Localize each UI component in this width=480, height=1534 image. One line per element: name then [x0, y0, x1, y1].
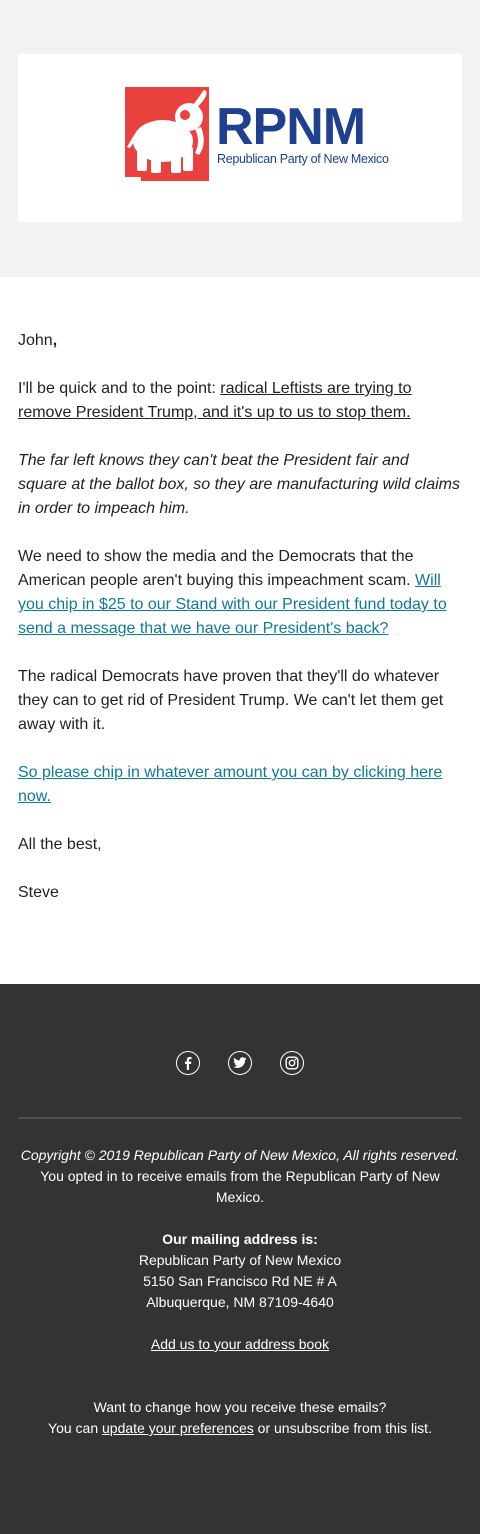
intro-underlined-text: radical Leftists are trying to remove President Trump, and it's up to us to stop them.	[18, 380, 412, 421]
address-line-1: Republican Party of New Mexico	[138, 1252, 342, 1268]
paragraph-cta	[18, 761, 462, 809]
mailing-address-heading: Our mailing address is:	[162, 1231, 318, 1247]
change-preferences-text: Want to change how you receive these emails?	[93, 1399, 387, 1415]
footer-text	[18, 1145, 462, 1439]
greeting-name: John	[18, 332, 53, 349]
social-links	[0, 1051, 480, 1075]
email-footer	[0, 984, 480, 1534]
paragraph-ask	[18, 545, 462, 641]
paragraph-democrats	[18, 665, 462, 737]
signature: Steve	[18, 884, 59, 901]
update-preferences-link[interactable]: update your preferences	[102, 1420, 254, 1436]
logo-subtitle: Republican Party of New Mexico	[217, 152, 389, 166]
elephant-state-icon	[119, 87, 211, 183]
rpnm-logo[interactable]	[119, 87, 389, 183]
signoff: All the best,	[18, 836, 102, 853]
democrats-text: The radical Democrats have proven that they'll do whatever they can to get rid of President Trump. We can't let them get away with it.	[18, 668, 444, 733]
paragraph-italic	[18, 449, 462, 521]
email-header	[0, 0, 480, 277]
logo-card	[18, 54, 462, 222]
you-can-text: You can	[48, 1420, 103, 1436]
add-to-address-book-link[interactable]: Add us to your address book	[150, 1336, 330, 1352]
preferences-line	[18, 1418, 462, 1439]
address-line-3: Albuquerque, NM 87109-4640	[146, 1294, 334, 1310]
opt-in-notice: You opted in to receive emails from the Republican Party of New Mexico.	[40, 1168, 440, 1205]
email-body	[0, 277, 480, 905]
greeting	[18, 329, 462, 353]
chip-in-any-amount-link[interactable]: So please chip in whatever amount you can by clicking here now.	[18, 764, 443, 805]
logo-wordmark: RPNM	[216, 98, 366, 156]
facebook-icon[interactable]	[176, 1051, 200, 1075]
italic-text: The far left knows they can't beat the President fair and square at the ballot box, so they are manufacturing wild claims in order to impeach him.	[18, 452, 461, 517]
ask-text: We need to show the media and the Democrats that the American people aren't buying this impeachment scam.	[18, 548, 416, 589]
unsubscribe-text: or unsubscribe from this list.	[253, 1420, 432, 1436]
instagram-icon[interactable]	[280, 1051, 304, 1075]
paragraph-intro	[18, 377, 462, 425]
chip-in-25-link[interactable]: Will you chip in $25 to our Stand with our President fund today to send a message that we have our President's back?	[18, 572, 447, 637]
intro-text: I'll be quick and to the point:	[18, 380, 221, 397]
address-line-2: 5150 San Francisco Rd NE # A	[143, 1273, 337, 1289]
footer-divider	[18, 1117, 462, 1119]
copyright: Copyright © 2019 Republican Party of New Mexico, All rights reserved.	[20, 1147, 460, 1163]
greeting-comma: ,	[52, 332, 58, 349]
twitter-icon[interactable]	[228, 1051, 252, 1075]
